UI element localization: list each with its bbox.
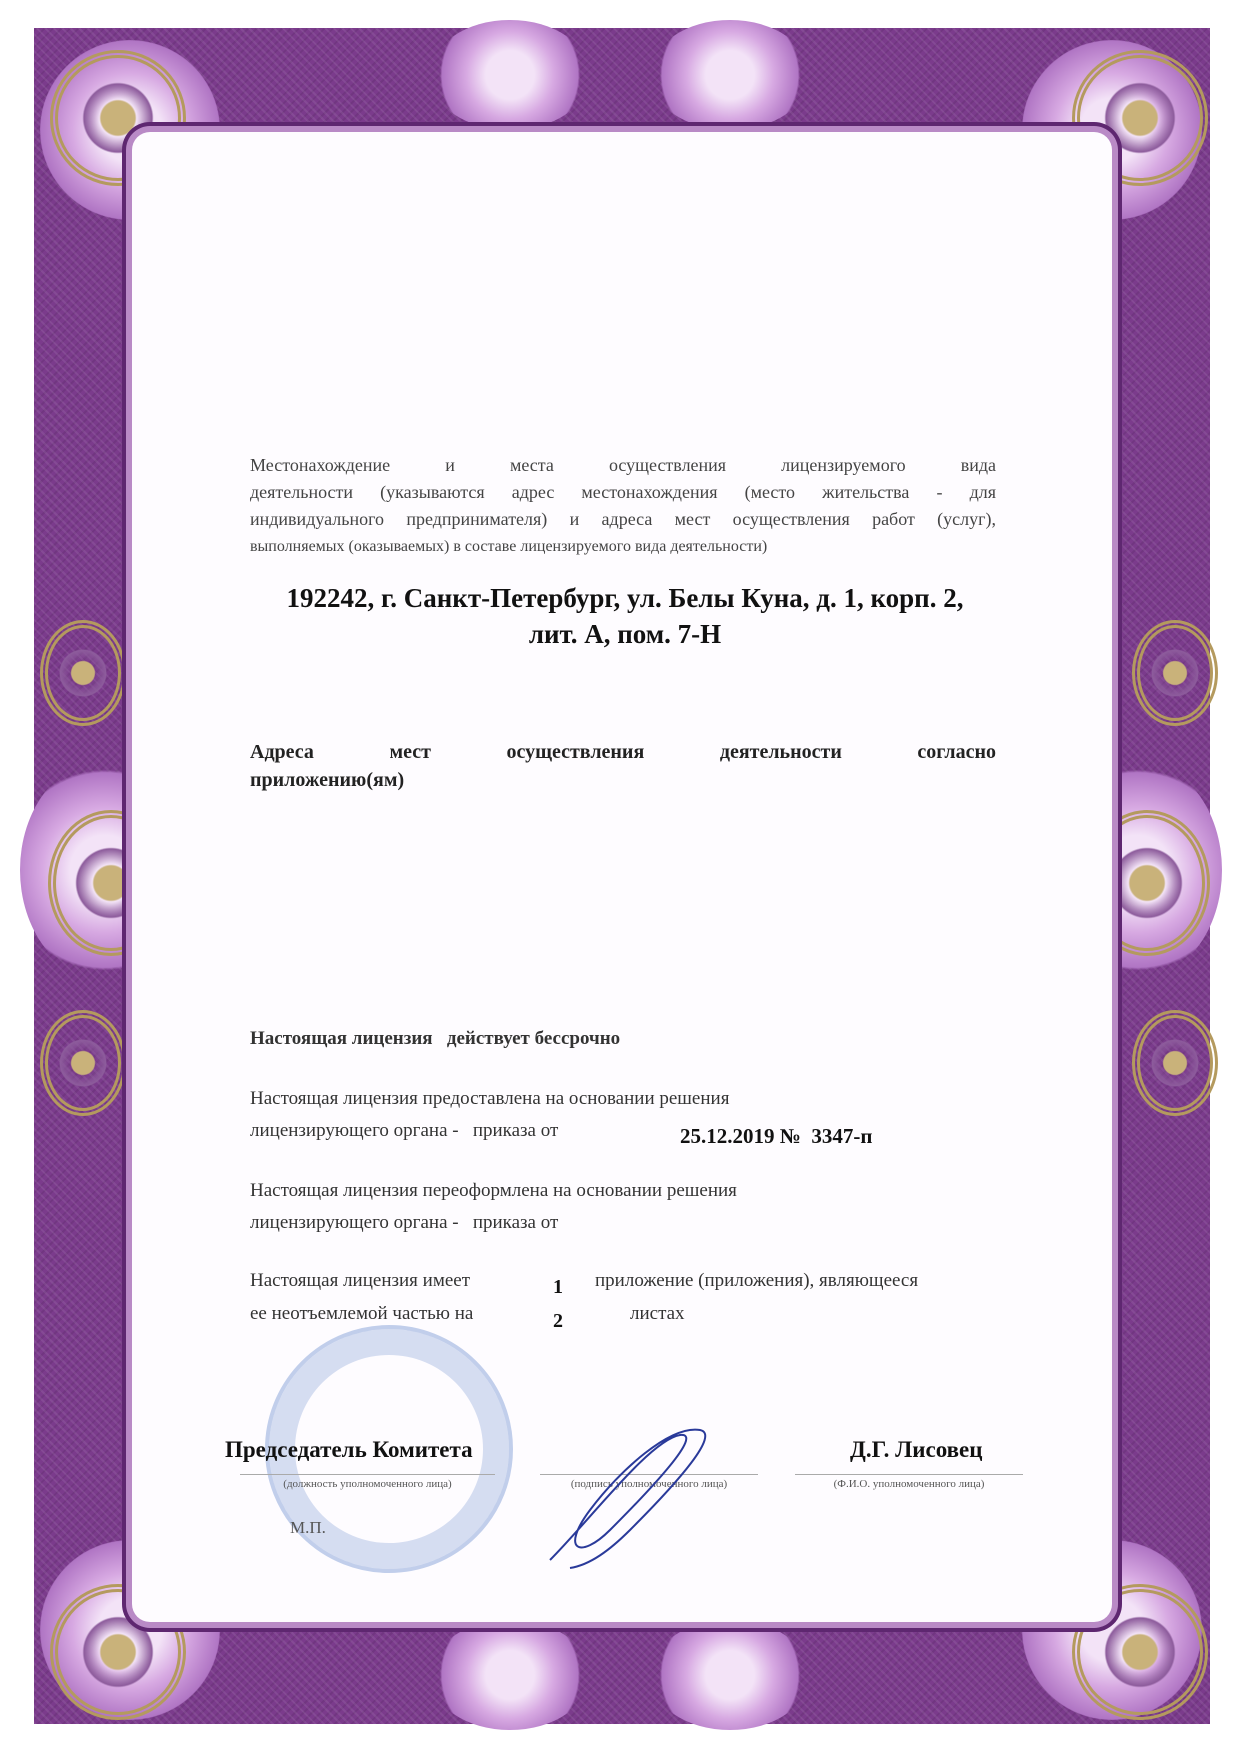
annex-count: 1 <box>553 1276 563 1298</box>
signer-name: Д.Г. Лисовец <box>850 1437 983 1462</box>
validity: Настоящая лицензия действует бессрочно <box>250 1028 621 1049</box>
granted-order: 25.12.2019 № 3347-п <box>680 1124 873 1148</box>
seal-place: М.П. <box>290 1518 326 1537</box>
annex-line-2: ее неотъемлемой частью на <box>250 1303 474 1324</box>
note-line-2: приложению(ям) <box>250 769 405 791</box>
heading-line: индивидуального предпринимателя) и адреса мест осуществления работ (услуг), <box>250 509 996 529</box>
annex-sheets: 2 <box>553 1310 563 1332</box>
bottom-ornament <box>430 1620 590 1730</box>
gold-ornament <box>40 620 126 726</box>
signer-position: Председатель Комитета <box>225 1437 473 1462</box>
annex-text-2: листах <box>630 1303 685 1324</box>
note-line-1: Адреса мест осуществления деятельности согласно <box>250 741 996 763</box>
reissued-line-2: лицензирующего органа - приказа от <box>250 1212 559 1233</box>
heading-line: выполняемых (оказываемых) в составе лицензируемого вида деятельности) <box>250 538 768 555</box>
caption-name: (Ф.И.О. уполномоченного лица) <box>795 1474 1023 1490</box>
address-line-2: лит. А, пом. 7-Н <box>528 619 722 649</box>
handwritten-signature <box>530 1420 730 1570</box>
bottom-ornament <box>650 1620 810 1730</box>
annex-line-1: Настоящая лицензия имеет <box>250 1270 471 1291</box>
gold-ornament <box>1132 620 1218 726</box>
addresses-note <box>250 738 996 794</box>
caption-position: (должность уполномоченного лица) <box>240 1474 495 1490</box>
gold-ornament <box>1132 1010 1218 1116</box>
granted-line-2: лицензирующего органа - приказа от <box>250 1120 559 1141</box>
address <box>230 580 1020 652</box>
heading-line: Местонахождение и места осуществления лицензируемого вида <box>250 455 996 475</box>
gold-ornament <box>40 1010 126 1116</box>
annex-text-1: приложение (приложения), являющееся <box>595 1270 919 1291</box>
reissued-line-1: Настоящая лицензия переоформлена на основании решения <box>250 1180 737 1201</box>
caption-signature: (подпись уполномоченного лица) <box>540 1474 758 1490</box>
heading-line: деятельности (указываются адрес местонахождения (место жительства - для <box>250 482 996 502</box>
top-ornament <box>650 20 810 130</box>
address-line-1: 192242, г. Санкт-Петербург, ул. Белы Куна, д. 1, корп. 2, <box>286 583 964 613</box>
location-heading <box>250 452 996 560</box>
top-ornament <box>430 20 590 130</box>
granted-line-1: Настоящая лицензия предоставлена на основании решения <box>250 1088 730 1109</box>
